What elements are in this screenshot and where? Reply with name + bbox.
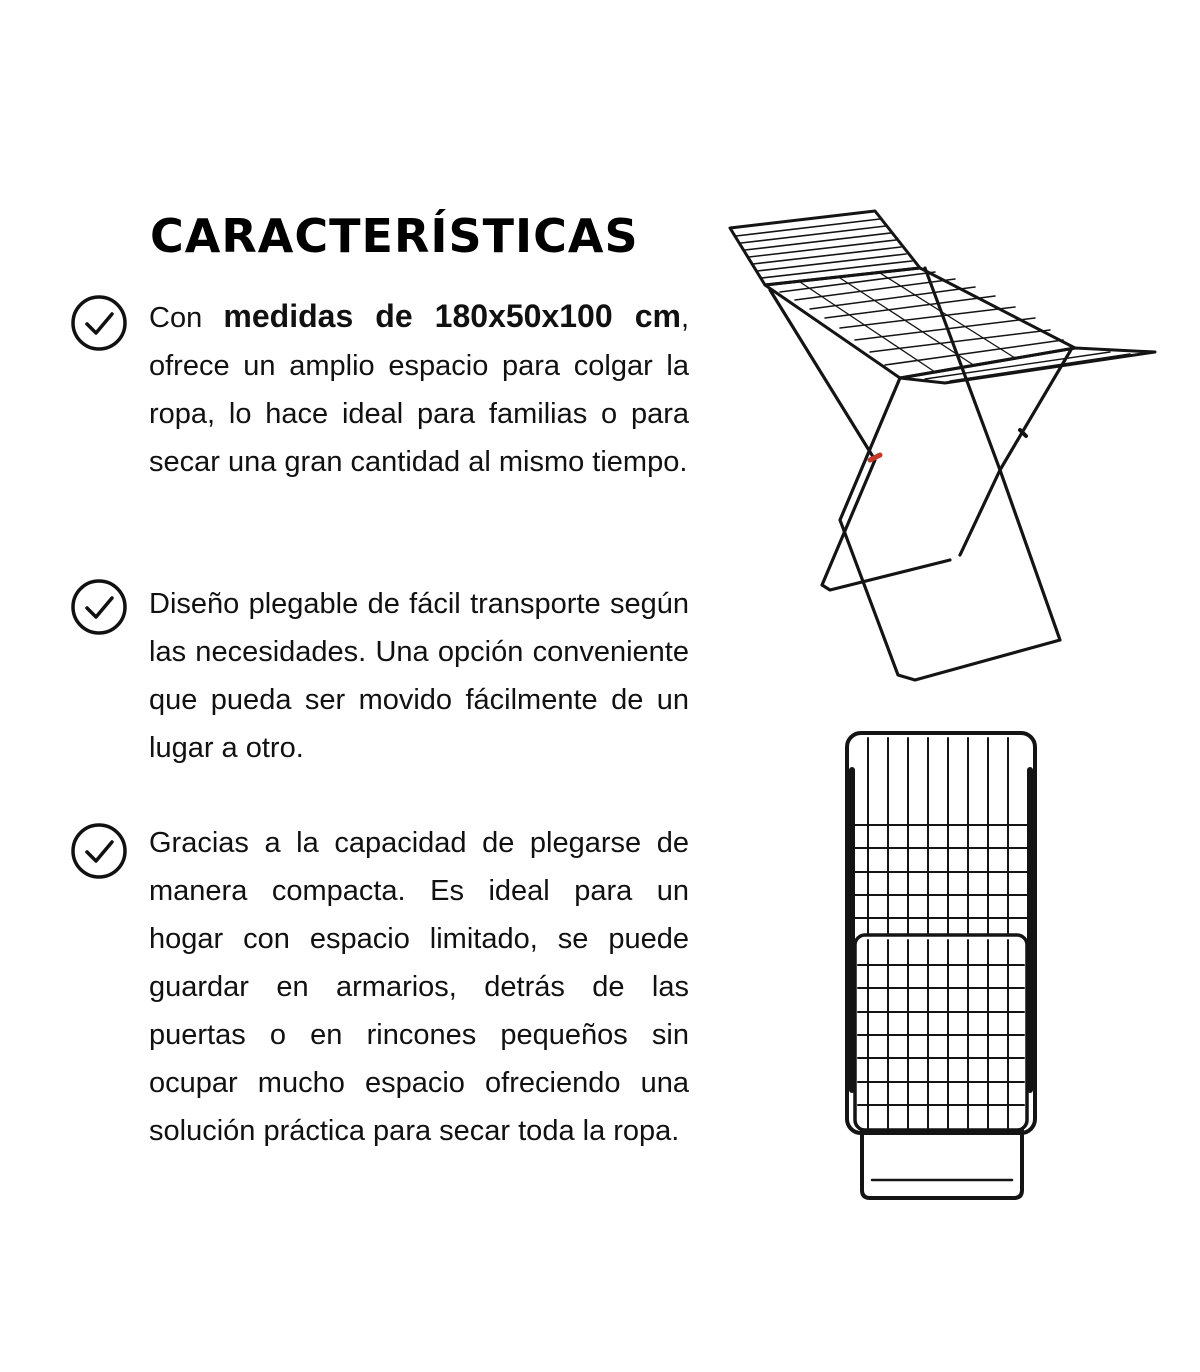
drying-rack-open-image bbox=[720, 200, 1170, 690]
feature-text-bold: medidas de 180x50x100 cm bbox=[223, 298, 681, 334]
feature-text: Diseño plegable de fácil transporte según las necesidades. Una opción conveniente que pueda ser movido fácilmente de un lugar a otro. bbox=[149, 588, 689, 764]
page-title: CARACTERÍSTICAS bbox=[150, 208, 639, 263]
check-circle-icon bbox=[70, 578, 128, 636]
feature-text bbox=[149, 292, 689, 486]
check-circle-icon bbox=[70, 294, 128, 352]
check-circle-icon bbox=[70, 822, 128, 880]
drying-rack-folded-image bbox=[840, 725, 1050, 1210]
feature-text: Gracias a la capacidad de plegarse de manera compacta. Es ideal para un hogar con espacio limitado, se puede guardar en armarios, detrás de las puertas o en rincones pequeños sin ocupar mucho espacio ofreciendo una solución práctica para secar toda la ropa. bbox=[149, 827, 689, 1147]
feature-text-post: , ofrece un amplio espacio para colgar la ropa, lo hace ideal para familias o para secar una gran cantidad al mismo tiempo. bbox=[149, 302, 690, 478]
feature-text-pre: Con bbox=[149, 302, 224, 334]
